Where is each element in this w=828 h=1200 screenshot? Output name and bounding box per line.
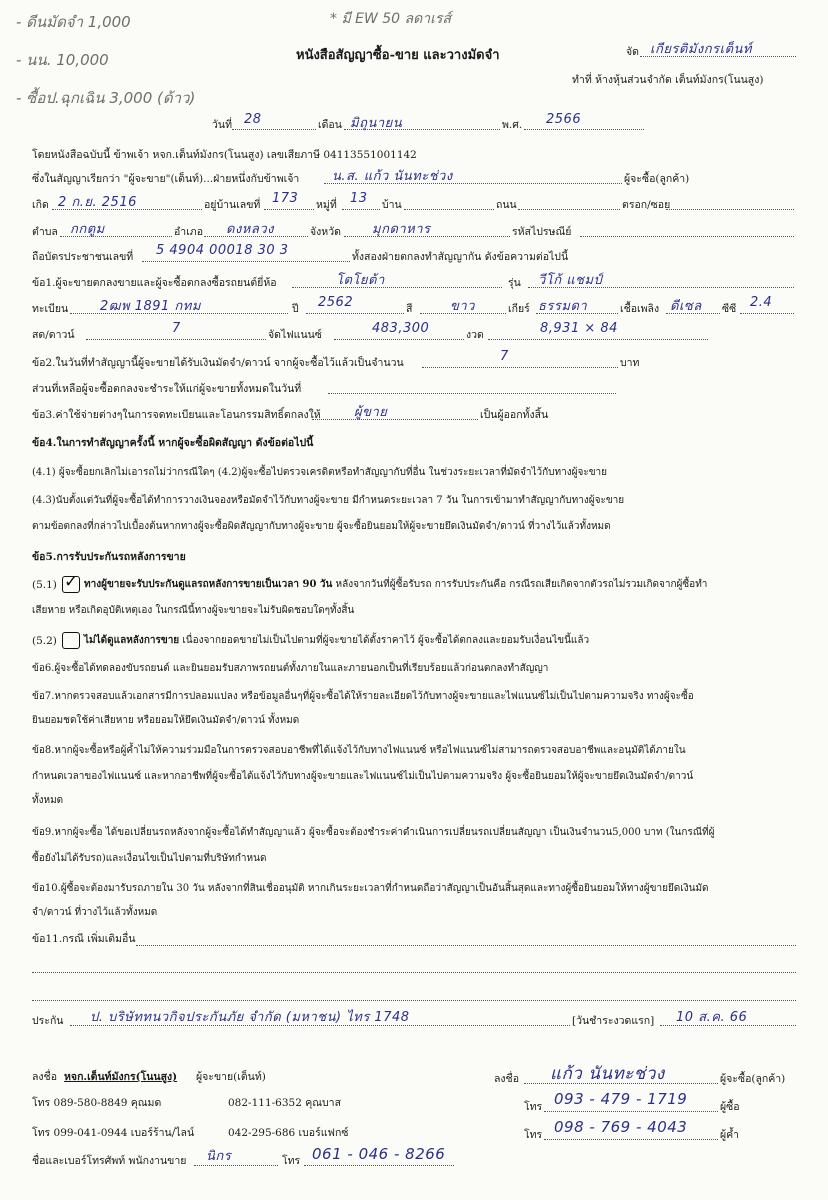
contact-2: 082-111-6352 คุณบาส	[228, 1097, 341, 1109]
fuel-value: ดีเซล	[670, 299, 702, 314]
insurance-label: ประกัน	[32, 1015, 64, 1027]
born-value: 2 ก.ย. 2516	[58, 195, 137, 210]
id-value: 5 4904 00018 30 3	[156, 243, 289, 258]
written-at: ทำที่ ห้างหุ้นส่วนจำกัด เต็นท์มังกร(โนนสูง)	[572, 74, 764, 86]
moo-line	[342, 209, 380, 210]
clause2-label: ข้อ2.ในวันที่ทำสัญญานี้ผู้จะขายได้รับเงินมัดจำ/ดาวน์ จากผู้จะซื้อไว้แล้วเป็นจำนวน	[32, 357, 404, 369]
buyer-name: น.ส. แก้ว นันทะช่วง	[332, 169, 453, 184]
color-value: ขาว	[450, 299, 475, 314]
clause5-1-rest: หลังจากวันที่ผู้ซื้อรับรถ การรับประกันคือ กรณีรถเสียเกิดจากตัวรถไม่รวมเกิดจากผู้ซื้อทำ	[332, 579, 708, 590]
month-label: เดือน	[318, 119, 342, 131]
buyer-sign-label: ลงชื่อ	[494, 1073, 519, 1085]
finance-value: 483,300	[372, 321, 430, 336]
clause2b: ส่วนที่เหลือผู้จะซื้อตกลงจะชำระให้แก่ผู้จะขายทั้งหมดในวันที่	[32, 383, 302, 395]
clause8a: ข้อ8.หากผู้จะซื้อหรือผู้ค้ำไม่ให้ความร่วมมือในการตรวจสอบอาชีพที่ได้แจ้งไว้กับทางไฟแนนซ์ หรือไฟแนนซ์ไม่สามารถตรวจสอบอาชีพและอนุมัติได้ภายใน	[32, 745, 686, 756]
installment-line	[488, 339, 708, 340]
contact-1: โทร 089-580-8849 คุณมด	[32, 1097, 162, 1109]
clause2b-line	[328, 393, 616, 394]
soi-label: ตรอก/ซอย	[622, 199, 671, 211]
color-label: สี	[406, 303, 413, 315]
brand-value: โตโยต้า	[336, 273, 385, 288]
clause7a: ข้อ7.หากตรวจสอบแล้วเอกสารมีการปลอมแปลง หรือข้อมูลอื่นๆที่ผู้จะซื้อได้ให้รายละเอียดไว้กับทางผู้จะขายและไฟแนนซ์ไม่เป็นไปตามความจริง ทางผู้จะซื้อ	[32, 691, 694, 702]
year-line	[524, 129, 644, 130]
buyer-role: ผู้จะซื้อ(ลูกค้า)	[720, 1073, 786, 1085]
seller-sign-label: ลงชื่อ	[32, 1071, 57, 1083]
fuel-label: เชื้อเพลิง	[620, 303, 660, 315]
intro-text: โดยหนังสือฉบับนี้ ข้าพเจ้า หจก.เต็นท์มังกร(โนนสูง) เลขเสียภาษี 04113551001142	[32, 149, 417, 161]
first-payment-label: [วันชำระงวดแรก]	[572, 1015, 655, 1027]
year-value: 2566	[546, 112, 582, 127]
year-car-value: 2562	[318, 295, 354, 310]
pencil-note-weight: - นน. 10,000	[16, 51, 109, 69]
installment-label: งวด	[466, 329, 484, 341]
tambon-label: ตำบล	[32, 226, 58, 238]
clause3-line	[312, 419, 478, 420]
contact-4: 042-295-686 เบอร์แฟกซ์	[228, 1127, 349, 1139]
down-label: สด/ดาวน์	[32, 329, 75, 341]
province-value: มุกดาหาร	[372, 222, 431, 237]
installment-value: 8,931 × 84	[540, 321, 618, 336]
pencil-note-ew: * มี EW 50 ลดาเรส์	[330, 11, 451, 27]
house-line	[264, 209, 314, 210]
clause2-line	[422, 367, 618, 368]
guarantor-tel: 098 - 769 - 4043	[554, 1118, 688, 1136]
buyer-tel-label: โทร	[524, 1101, 543, 1113]
postcode-line	[580, 236, 794, 237]
clause7b: ยินยอมชดใช้ค่าเสียหาย หรือยอมให้ยึดเงินมัดจำ/ดาวน์ ทั้งหมด	[32, 715, 300, 726]
made-at-value: เกียรติมังกรเต็นท์	[650, 42, 752, 57]
village-label: บ้าน	[382, 199, 402, 211]
buyer-tel-role: ผู้ซื้อ	[720, 1101, 740, 1113]
pencil-note-deposit: - ดีนมัดจำ 1,000	[16, 13, 131, 31]
clause10b: จำ/ดาวน์ ที่วางไว้แล้วทั้งหมด	[32, 907, 158, 918]
clause5-1-bold: ทางผู้ขายจะรับประกันดูแลรถหลังการขายเป็นเวลา 90 วัน	[84, 579, 333, 590]
buyer-tel-line	[544, 1111, 718, 1112]
year-label: พ.ศ.	[502, 119, 523, 131]
cc-value: 2.4	[750, 295, 773, 310]
buyer-tel: 093 - 479 - 1719	[554, 1090, 688, 1108]
clause3-party: ผู้ขาย	[354, 405, 388, 420]
clause4-3b: ตามข้อตกลงที่กล่าวไปเบื้องต้นหากทางผู้จะซื้อผิดสัญญากับทางผู้จะขาย ผู้จะซื้อยินยอมให้ผู้จะขายยึดเงินมัดจำ/ดาวน์ ที่วางไว้แล้วทั้งหมด	[32, 521, 611, 532]
clause4-1: (4.1) ผู้จะซื้อยกเลิกไม่เอารถไม่ว่ากรณีใดๆ (4.2)ผู้จะซื้อไปตรวจเครดิตหรือทำสัญญากับที่อื่น ในช่วงระยะเวลาที่มัดจำไว้กับทางผู้จะขาย	[32, 467, 608, 478]
guarantor-tel-line	[544, 1139, 718, 1140]
pencil-note-emergency: - ซื้อป.ฉุกเฉิน 3,000 (ด้าว)	[16, 89, 196, 107]
road-line	[518, 209, 620, 210]
village-line	[404, 209, 494, 210]
clause8c: ทั้งหมด	[32, 795, 64, 806]
check-icon: ✓	[64, 572, 79, 592]
road-label: ถนน	[496, 199, 517, 211]
down-line	[86, 339, 266, 340]
house-value: 173	[272, 191, 299, 206]
cc-line	[740, 313, 794, 314]
seller-name: หจก.เต็นท์มังกร(โนนสูง)	[64, 1071, 178, 1083]
clause5-1-line2: เสียหาย หรือเกิดอุบัติเหตุเอง ในกรณีนี้ทางผู้จะขายจะไม่รับผิดชอบใดๆทั้งสิ้น	[32, 605, 355, 616]
clause1-label: ข้อ1.ผู้จะขายตกลงขายและผู้จะซื้อตกลงซื้อรถยนต์ยี่ห้อ	[32, 277, 277, 289]
document-title: หนังสือสัญญาซื้อ-ขาย และวางมัดจำ	[296, 48, 500, 63]
clause11-line3	[32, 1000, 796, 1001]
postcode-label: รหัสไปรษณีย์	[512, 226, 572, 238]
gear-label: เกียร์	[508, 303, 530, 315]
clause10a: ข้อ10.ผู้ซื้อจะต้องมารับรถภายใน 30 วัน หลังจากที่สินเชื่ออนุมัติ หากเกินระยะเวลาที่กำหนดถือว่าสัญญาเป็นอันสิ้นสุดและทางผู้ซื้อยินยอมให้ทางผู้ขายยึดเงินมัด	[32, 883, 709, 894]
id-line-dots	[142, 261, 350, 262]
house-label: อยู่บ้านเลขที่	[204, 199, 261, 211]
month-value: มิถุนายน	[350, 116, 403, 131]
reg-label: ทะเบียน	[32, 303, 69, 315]
warranty-checkbox[interactable]	[62, 572, 80, 593]
province-label: จังหวัด	[310, 226, 341, 238]
clause5-2-rest: เนื่องจากยอดขายไม่เป็นไปตามที่ผู้จะขายได้ตั้งราคาไว้ ผู้จะซื้อได้ตกลงและยอมรับเงื่อนไขนี้แล้ว	[179, 635, 590, 646]
day-line	[232, 129, 316, 130]
clause2-amount: 7	[500, 349, 509, 364]
moo-label: หมู่ที่	[316, 199, 337, 211]
staff-tel-label: โทร	[282, 1155, 301, 1167]
down-value: 7	[172, 321, 181, 336]
insurance-value: ป. บริษัททนวกิจประกันภัย จำกัด (มหาชน) ไทร 1748	[90, 1010, 410, 1025]
clause5-2-bold: ไม่ได้ดูแลหลังการขาย	[84, 635, 180, 646]
seller-role: ผู้จะขาย(เต็นท์)	[196, 1071, 266, 1083]
year-car-label: ปี	[292, 303, 299, 315]
clause3-label: ข้อ3.ค่าใช้จ่ายต่างๆในการจดทะเบียนและโอนกรรมสิทธิ์ตกลงให้	[32, 409, 321, 421]
no-warranty-checkbox[interactable]	[62, 632, 80, 649]
made-at-label: จัด	[626, 46, 639, 58]
clause5-2-text	[84, 634, 589, 648]
buyer-suffix: ผู้จะซื้อ(ลูกค้า)	[624, 173, 690, 185]
amphoe-value: ดงหลวง	[226, 222, 274, 237]
reg-value: 2ฒพ 1891 กทม	[100, 299, 201, 314]
model-label: รุ่น	[508, 277, 521, 289]
clause9b: ซื้อยังไม่ได้รับรถ)และเงื่อนไขเป็นไปตามที่บริษัทกำหนด	[32, 853, 267, 864]
clause4-3a: (4.3)นับตั้งแต่วันที่ผู้จะซื้อได้ทำการวางเงินจองหรือมัดจำไว้กับทางผู้จะขาย มีกำหนดระยะเวลา 7 วัน ในการเข้ามาทำสัญญากับทางผู้จะขาย	[32, 495, 625, 506]
clause11-label: ข้อ11.กรณี เพิ่มเติมอื่น	[32, 933, 136, 945]
day-label: วันที่	[212, 119, 232, 131]
amphoe-label: อำเภอ	[174, 226, 204, 238]
clause11-line1	[136, 945, 796, 946]
gear-value: ธรรมดา	[538, 299, 588, 314]
finance-label: จัดไฟแนนซ์	[268, 329, 322, 341]
born-label: เกิด	[32, 199, 49, 211]
year-car-line	[306, 313, 404, 314]
clause8b: กำหนดเวลาของไฟแนนซ์ และหากอาชีพที่ผู้จะซื้อได้แจ้งไว้กับทางผู้จะขายและไฟแนนซ์ไม่เป็นไปตามความจริง ผู้จะซื้อยินยอมให้ผู้จะขายยึดเงินมัดจำ/ดาวน์	[32, 771, 694, 782]
guarantor-tel-label: โทร	[524, 1129, 543, 1141]
clause3-suffix: เป็นผู้ออกทั้งสิ้น	[480, 409, 549, 421]
staff-label: ชื่อและเบอร์โทรศัพท์ พนักงานขาย	[32, 1155, 187, 1167]
clause5-1-num: (5.1)	[32, 579, 57, 591]
clause5-1-text	[84, 578, 707, 592]
staff-tel: 061 - 046 - 8266	[312, 1145, 446, 1163]
contact-3: โทร 099-041-0944 เบอร์ร้าน/ไลน์	[32, 1127, 195, 1139]
clause6: ข้อ6.ผู้จะซื้อได้ทดลองขับรถยนต์ และยินยอมรับสภาพรถยนต์ทั้งภายในและภายนอกเป็นที่เรียบร้อยแล้วก่อนตกลงทำสัญญา	[32, 663, 549, 674]
clause5-2-num: (5.2)	[32, 635, 57, 647]
finance-line-dots	[334, 339, 464, 340]
id-suffix: ทั้งสองฝ่ายตกลงทำสัญญากัน ดังข้อความต่อไปนี้	[352, 251, 569, 263]
moo-value: 13	[350, 191, 368, 206]
staff-name: นิกร	[206, 1149, 232, 1164]
guarantor-tel-role: ผู้ค้ำ	[720, 1129, 740, 1141]
cc-label: ซีซี	[722, 303, 737, 315]
first-payment-value: 10 ส.ค. 66	[676, 1010, 748, 1025]
soi-line	[666, 209, 794, 210]
buyer-signature: แก้ว นันทะช่วง	[550, 1064, 665, 1084]
clause2-unit: บาท	[620, 357, 640, 369]
clause5-title: ข้อ5.การรับประกันรถหลังการขาย	[32, 551, 186, 563]
day-value: 28	[244, 112, 262, 127]
id-label: ถือบัตรประชาชนเลขที่	[32, 251, 134, 263]
model-value: วีโก้ แชมป์	[538, 273, 603, 288]
staff-tel-line	[304, 1165, 454, 1166]
buyer-prefix: ซึ่งในสัญญาเรียกว่า "ผู้จะขาย"(เต็นท์)...ฝ่ายหนึ่งกับข้าพเจ้า	[32, 173, 300, 185]
tambon-value: กกตูม	[70, 222, 105, 237]
clause11-line2	[32, 972, 796, 973]
brand-line	[292, 287, 502, 288]
clause4-title: ข้อ4.ในการทำสัญญาครั้งนี้ หากผู้จะซื้อผิดสัญญา ดังข้อต่อไปนี้	[32, 437, 314, 449]
clause9a: ข้อ9.หากผู้จะซื้อ ได้ขอเปลี่ยนรถหลังจากผู้จะซื้อได้ทำสัญญาแล้ว ผู้จะซื้อจะต้องชำระค่าดำเนินการเปลี่ยนรถเปลี่ยนสัญญา เป็นเงินจำนวน5,000 บาท (ในกรณีที่ผู้	[32, 827, 715, 838]
